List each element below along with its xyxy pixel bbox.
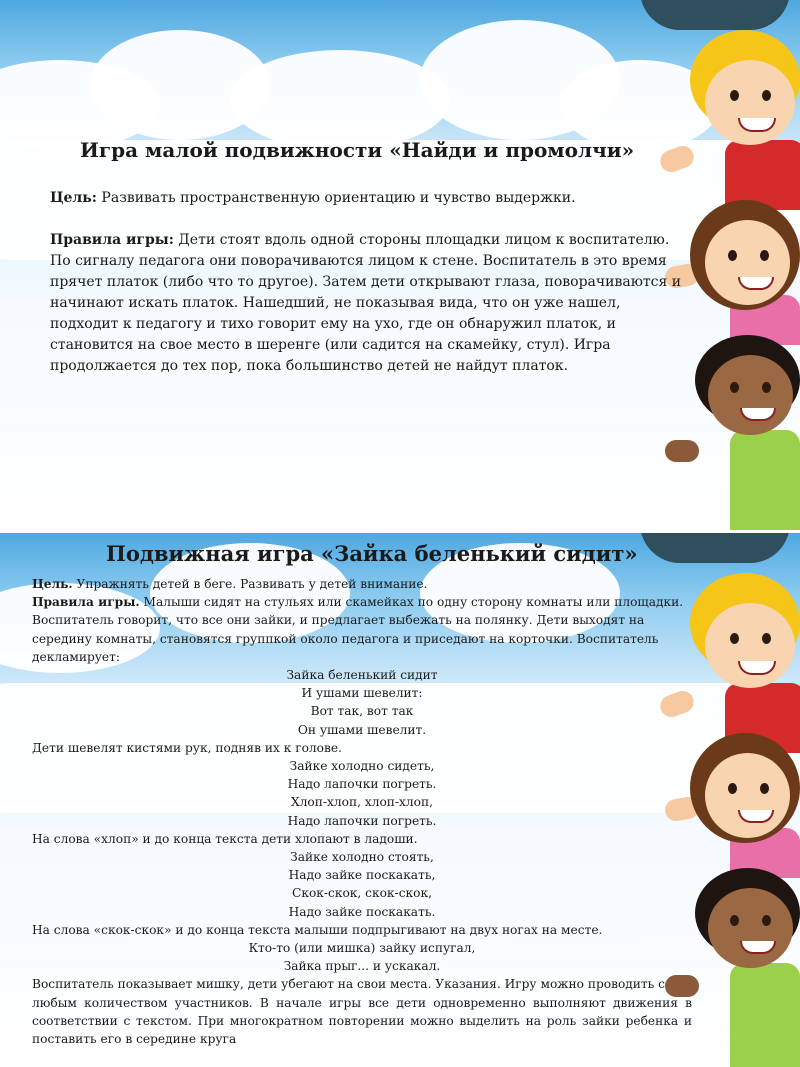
verse-line: Зайка прыг... и ускакал. (283, 959, 441, 974)
rules-line: подходит к педагогу и тихо говорит ему на ухо, где он обнаружил платок, и (50, 316, 616, 332)
verse-line: Он ушами шевелит. (297, 722, 427, 737)
slide-1-title: Игра малой подвижности «Найди и промолчи» (80, 138, 635, 162)
kid-illustration-blond (650, 20, 800, 210)
goal-label: Цель: (50, 190, 97, 206)
rules-line: становится на свое место в шеренге (или садится на скамейку, стул). Игра (50, 337, 611, 353)
slide-1-goal (50, 188, 576, 209)
body-line: середину комнаты, становятся группкой около педагога и приседают на корточки. Воспитатель (32, 631, 659, 646)
rules-line: продолжается до тех пор, пока большинство детей не найдут платок. (50, 358, 569, 374)
slide-2 (0, 533, 800, 1067)
body-line: поставить его в середине круга (32, 1032, 237, 1047)
verse-line: Кто-то (или мишка) зайку испугал, (248, 941, 476, 956)
verse-line: Вот так, вот так (310, 704, 414, 719)
rules-text: Малыши сидят на стульях или скамейках по одну сторону комнаты или площадки. (139, 595, 684, 610)
body-line: На слова «хлоп» и до конца текста дети хлопают в ладоши. (32, 831, 418, 846)
rules-line: Дети стоят вдоль одной стороны площадки лицом к воспитателю. (173, 232, 670, 248)
body-line: декламирует: (32, 649, 120, 664)
verse-line: Надо лапочки погреть. (287, 813, 437, 828)
verse-line: Надо зайке поскакать, (288, 868, 436, 883)
body-line: На слова «скок-скок» и до конца текста малыши подпрыгивают на двух ногах на месте. (32, 922, 603, 937)
rules-line: начинают искать платок. Нашедший, не показывая вида, что он уже нашел, (50, 295, 621, 311)
body-line: Воспитатель говорит, что все они зайки, и предлагает выбежать на полянку. Дети выходят на (32, 613, 645, 628)
verse-line: Зайке холодно стоять, (290, 850, 434, 865)
slide-1-rules (50, 230, 681, 377)
slide-1 (0, 0, 800, 533)
verse-line: И ушами шевелит: (301, 686, 423, 701)
verse-line: Зайка беленький сидит (286, 668, 438, 683)
rules-line: По сигналу педагога они поворачиваются лицом к стене. Воспитатель в это время (50, 253, 667, 269)
slide-2-title: Подвижная игра «Зайка беленький сидит» (106, 541, 638, 566)
body-line: любым количеством участников. В начале игры все дети одновременно выполняют движения в (32, 995, 692, 1010)
body-line: Дети шевелят кистями рук, подняв их к голове. (32, 740, 342, 755)
verse-line: Скок-скок, скок-скок, (292, 886, 432, 901)
umbrella-decoration (640, 533, 790, 563)
body-line: соответствии с текстом. При многократном повторении можно выделить на роль зайки ребенка и (32, 1013, 692, 1028)
rules-label: Правила игры. (32, 595, 140, 610)
body-line: Воспитатель показывает мишку, дети убегают на свои места. Указания. Игру можно проводить с (32, 977, 665, 992)
rules-label: Правила игры: (50, 232, 174, 248)
verse-line: Зайке холодно сидеть, (289, 759, 435, 774)
slide-2-body (32, 575, 692, 1048)
verse-line: Надо лапочки погреть. (287, 777, 437, 792)
rules-line: прячет платок (либо что то другое). Затем дети открывают глаза, поворачиваются и (50, 274, 682, 290)
cloud-decoration (230, 50, 450, 150)
verse-line: Надо зайке поскакать. (288, 904, 436, 919)
goal-text: Развивать пространственную ориентацию и чувство выдержки. (96, 190, 576, 206)
goal-label: Цель. (32, 577, 73, 591)
verse-line: Хлоп-хлоп, хлоп-хлоп, (291, 795, 433, 810)
goal-text: Упражнять детей в беге. Развивать у детей внимание. (72, 577, 428, 591)
